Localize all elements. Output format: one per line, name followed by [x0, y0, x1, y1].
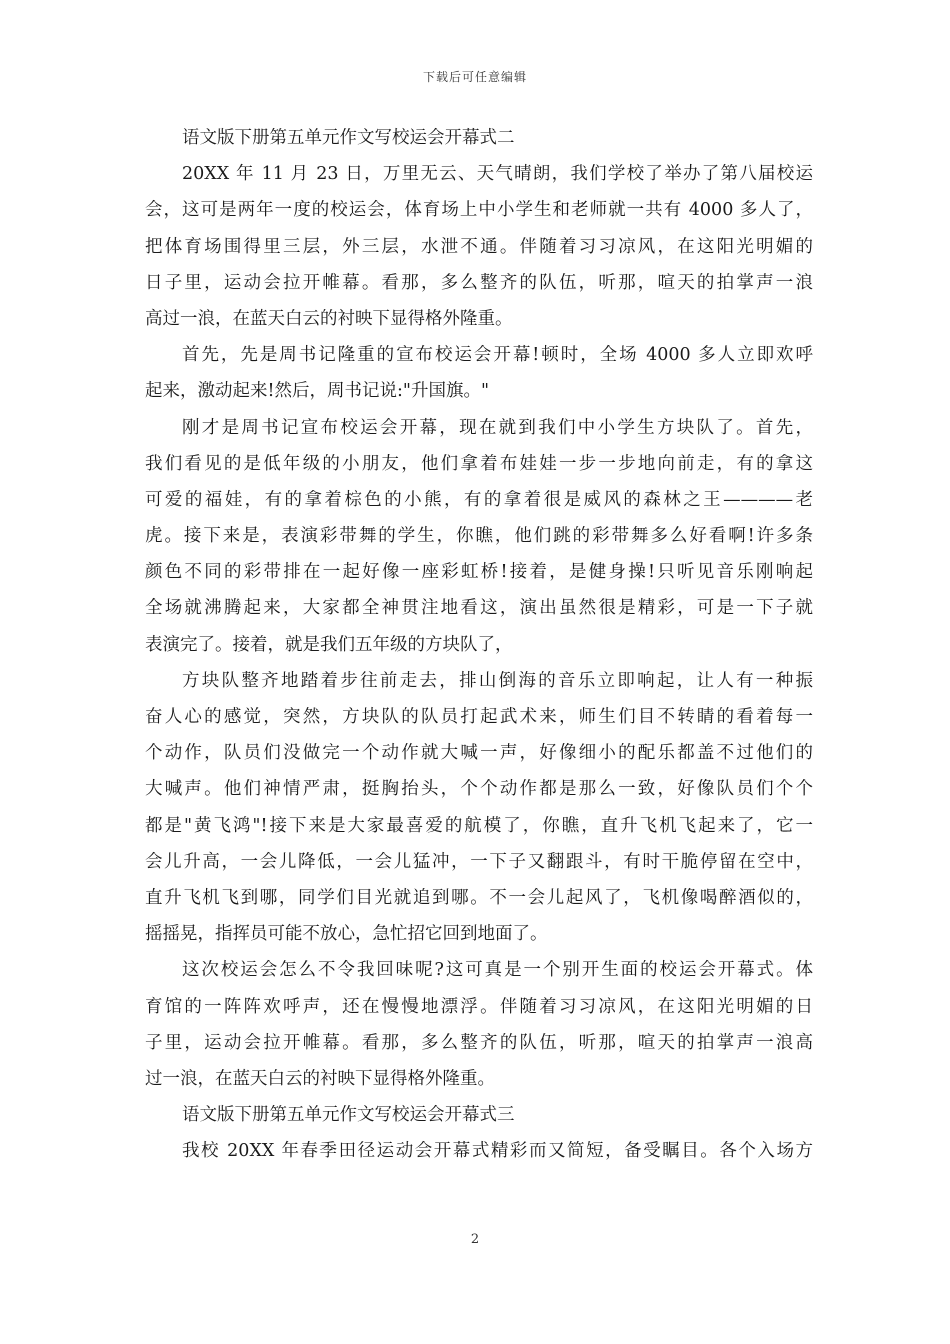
- text-line: 表演完了。接着，就是我们五年级的方块队了，: [145, 634, 513, 655]
- page-number: 2: [470, 1232, 480, 1247]
- text-line: 奋人心的感觉，突然，方块队的队员打起武术来，师生们目不转睛的看着每一: [145, 707, 813, 727]
- text-line: 首先，先是周书记隆重的宣布校运会开幕!顿时，全场 4000 多人立即欢呼: [182, 345, 813, 366]
- text-line: 可爱的福娃，有的拿着棕色的小熊，有的拿着很是威风的森林之王————老: [145, 489, 813, 510]
- text-line: 会，这可是两年一度的校运会，体育场上中小学生和老师就一共有 4000 多人了，: [145, 200, 813, 221]
- text-line: 颜色不同的彩带排在一起好像一座彩虹桥!接着，是健身操!只听见音乐刚响起: [145, 562, 813, 583]
- text-line: 刚才是周书记宣布校运会开幕，现在就到我们中小学生方块队了。首先，: [182, 417, 813, 438]
- text-line: 育馆的一阵阵欢呼声，还在慢慢地漂浮。伴随着习习凉风，在这阳光明媚的日: [145, 996, 813, 1017]
- text-line: 虎。接下来是，表演彩带舞的学生，你瞧，他们跳的彩带舞多么好看啊!许多条: [145, 526, 813, 547]
- text-line: 日子里，运动会拉开帷幕。看那，多么整齐的队伍，听那，喧天的拍掌声一浪: [145, 272, 813, 293]
- text-line: 我们看见的是低年级的小朋友，他们拿着布娃娃一步一步地向前走，有的拿这: [145, 453, 813, 474]
- text-line: 把体育场围得里三层，外三层，水泄不通。伴随着习习凉风，在这阳光明媚的: [145, 236, 813, 257]
- section-title: 语文版下册第五单元作文写校运会开幕式三: [182, 1105, 515, 1126]
- text-line: 20XX 年 11 月 23 日，万里无云、天气晴朗，我们学校了举办了第八届校运: [182, 164, 813, 185]
- page-header: 下载后可任意编辑: [422, 70, 527, 84]
- text-line: 会儿升高，一会儿降低，一会儿猛冲，一下子又翻跟斗，有时干脆停留在空中，: [145, 851, 813, 872]
- text-line: 全场就沸腾起来，大家都全神贯注地看这，演出虽然很是精彩，可是一下子就: [145, 598, 813, 619]
- text-line: 直升飞机飞到哪，同学们目光就追到哪。不一会儿起风了，飞机像喝醉酒似的，: [145, 887, 813, 908]
- text-line: 我校 20XX 年春季田径运动会开幕式精彩而又简短，备受瞩目。各个入场方: [182, 1141, 813, 1162]
- text-line: 大喊声。他们神情严肃，挺胸抬头，个个动作都是那么一致，好像队员们个个: [145, 779, 813, 800]
- text-line: 摇摇晃，指挥员可能不放心，急忙招它回到地面了。: [145, 924, 548, 945]
- section-title: 语文版下册第五单元作文写校运会开幕式二: [182, 128, 515, 148]
- text-line: 方块队整齐地踏着步往前走去，排山倒海的音乐立即响起，让人有一种振: [182, 670, 813, 691]
- text-line: 子里，运动会拉开帷幕。看那，多么整齐的队伍，听那，喧天的拍掌声一浪高: [145, 1032, 813, 1053]
- text-line: 过一浪，在蓝天白云的衬映下显得格外隆重。: [145, 1068, 495, 1089]
- text-line: 个动作，队员们没做完一个动作就大喊一声，好像细小的配乐都盖不过他们的: [145, 743, 813, 764]
- text-line: 起来，激动起来!然后，周书记说:"升国旗。": [145, 381, 490, 402]
- text-line: 高过一浪，在蓝天白云的衬映下显得格外隆重。: [145, 308, 513, 329]
- text-line: 这次校运会怎么不令我回味呢?这可真是一个别开生面的校运会开幕式。体: [182, 960, 813, 981]
- document-body: [145, 120, 813, 1169]
- text-line: 都是"黄飞鸿"!接下来是大家最喜爱的航模了，你瞧，直升飞机飞起来了，它一: [145, 815, 813, 836]
